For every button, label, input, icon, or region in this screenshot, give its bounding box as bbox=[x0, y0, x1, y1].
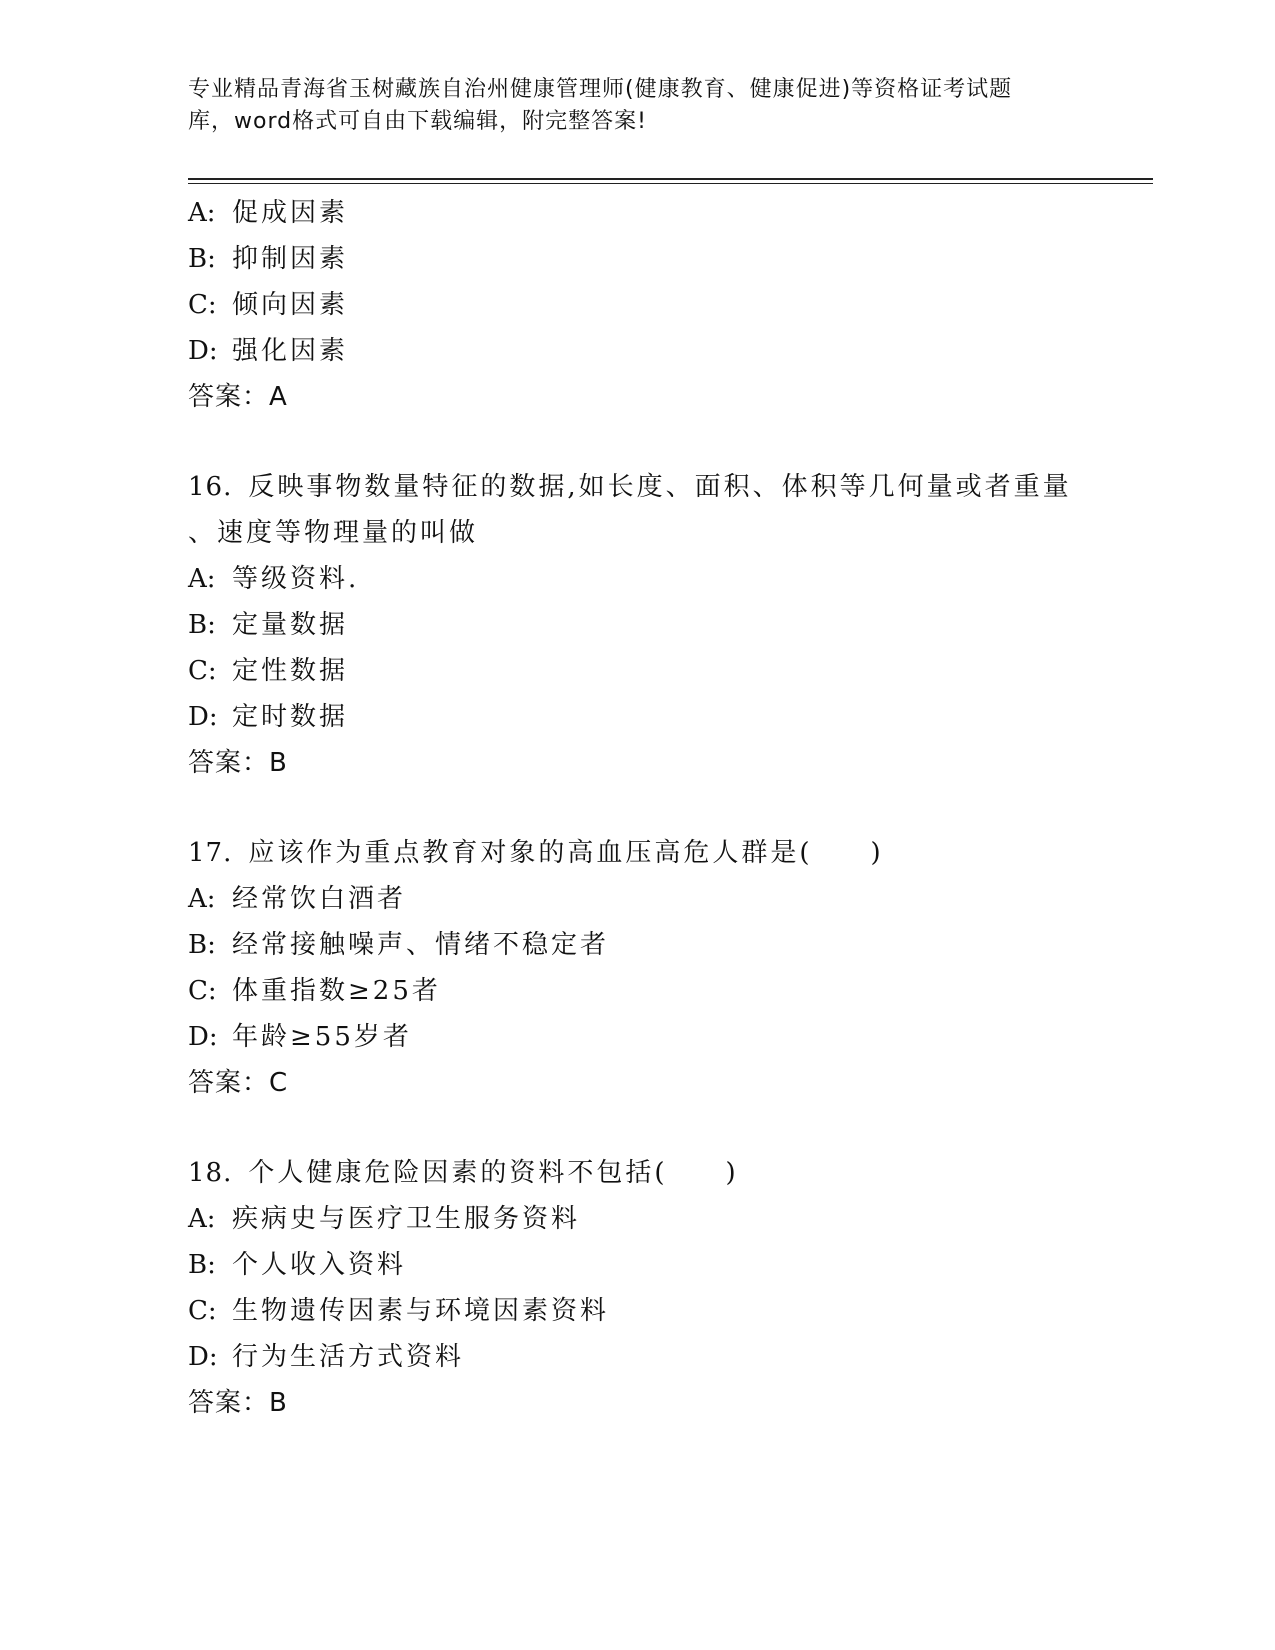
option-c: C: 定性数据 bbox=[188, 656, 349, 686]
page-header bbox=[188, 74, 1108, 138]
header-title-line-1: 专业精品青海省玉树藏族自治州健康管理师(健康教育、健康促进)等资格证考试题 bbox=[188, 77, 1013, 102]
option-d: D: 行为生活方式资料 bbox=[188, 1342, 465, 1372]
question-stem: 18. 个人健康危险因素的资料不包括( ) bbox=[188, 1150, 1088, 1196]
answer-line: 答案：B bbox=[188, 748, 288, 778]
option-c: C: 体重指数≥25者 bbox=[188, 976, 441, 1006]
option-a: A: 疾病史与医疗卫生服务资料 bbox=[188, 1204, 581, 1234]
question-stem: 16. 反映事物数量特征的数据,如长度、面积、体积等几何量或者重量 、速度等物理量的叫做 bbox=[188, 464, 1088, 556]
question-number: 18. bbox=[188, 1158, 233, 1188]
document-body bbox=[188, 190, 1148, 1426]
option-d: D: 年龄≥55岁者 bbox=[188, 1022, 412, 1052]
answer-line: 答案：C bbox=[188, 1068, 289, 1098]
option-a: A: 促成因素 bbox=[188, 198, 349, 228]
option-b: B: 经常接触噪声、情绪不稳定者 bbox=[188, 930, 610, 960]
question-15 bbox=[188, 190, 1148, 420]
question-17 bbox=[188, 830, 1148, 1106]
option-c: C: 生物遗传因素与环境因素资料 bbox=[188, 1296, 610, 1326]
question-number: 16. bbox=[188, 472, 233, 502]
answer-line: 答案：B bbox=[188, 1388, 288, 1418]
option-d: D: 定时数据 bbox=[188, 702, 349, 732]
answer-line: 答案：A bbox=[188, 382, 288, 412]
question-16 bbox=[188, 464, 1148, 786]
option-c: C: 倾向因素 bbox=[188, 290, 349, 320]
option-b: B: 定量数据 bbox=[188, 610, 349, 640]
question-stem: 17. 应该作为重点教育对象的高血压高危人群是( ) bbox=[188, 830, 1088, 876]
header-title-line-2: 库，word格式可自由下载编辑，附完整答案! bbox=[188, 109, 647, 134]
question-18 bbox=[188, 1150, 1148, 1426]
option-d: D: 强化因素 bbox=[188, 336, 349, 366]
header-divider bbox=[188, 178, 1153, 184]
option-a: A: 等级资料. bbox=[188, 564, 360, 594]
option-a: A: 经常饮白酒者 bbox=[188, 884, 407, 914]
question-number: 17. bbox=[188, 838, 233, 868]
option-b: B: 个人收入资料 bbox=[188, 1250, 407, 1280]
option-b: B: 抑制因素 bbox=[188, 244, 349, 274]
